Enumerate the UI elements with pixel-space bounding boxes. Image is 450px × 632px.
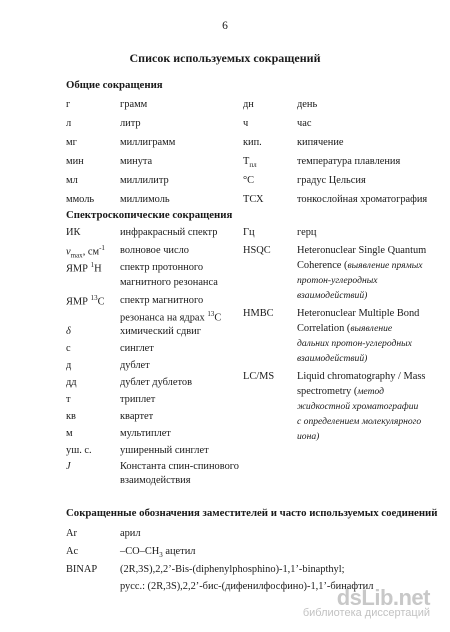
meaning: дублет [120,360,150,371]
watermark-caption: библиотека диссертаций [302,607,430,619]
abbr: г [66,99,71,110]
section-heading-spectro: Спектроскопические сокращения [66,209,233,221]
abbr: HMBC [243,308,274,319]
meaning-cont: дальних протон-углеродных [297,338,412,349]
abbr: $Т_{пл}$ [243,156,257,170]
meaning: химический сдвиг [120,326,201,337]
meaning: Liquid chromatography / Mass [297,371,426,382]
meaning: синглет [120,343,154,354]
meaning: день [297,99,318,110]
meaning-cont: магнитного резонанса [120,277,218,288]
abbr: ммоль [66,194,95,205]
meaning-cont: взаимодействия [120,475,191,486]
meaning-cont: протон-углеродных [297,275,378,286]
meaning: минута [120,156,153,167]
abbr: BINAP [66,564,98,575]
meaning: спектр протонного [120,262,204,273]
meaning: дублет дублетов [120,377,192,388]
abbr: $\nu_{max}$, $см^{-1}$ [66,244,105,260]
meaning: грамм [120,99,148,110]
meaning-cont: с определением молекулярного [297,416,422,427]
abbr: LC/MS [243,371,275,382]
watermark-logo: dsLib.net [336,585,430,610]
meaning-cont: жидкостной хроматографии [297,401,419,412]
meaning: арил [120,528,141,539]
meaning: $-CO-CH_3$ ацетил [120,546,196,560]
meaning-cont: Correlation (выявление [297,323,393,334]
section-heading-general: Общие сокращения [66,79,163,91]
abbr: Гц [243,227,255,238]
meaning: тонкослойная хроматография [297,194,428,205]
meaning: миллимоль [120,194,170,205]
meaning: уширенный синглет [120,445,209,456]
abbr: д [66,360,72,371]
page-number: 6 [222,20,228,32]
abbr: мин [66,156,84,167]
abbr: дн [243,99,254,110]
meaning: спектр магнитного [120,295,204,306]
meaning: волновое число [120,245,189,256]
abbr: м [66,428,73,439]
meaning: миллиграмм [120,137,176,148]
abbr: ИК [66,227,81,238]
abbr: δ [66,326,71,337]
meaning: Heteronuclear Single Quantum [297,245,427,256]
meaning: температура плавления [297,156,401,167]
abbr: уш. с. [66,445,92,456]
meaning-cont: иона) [297,431,320,442]
meaning: час [297,118,312,129]
meaning: квартет [120,411,154,422]
meaning-cont: Coherence (выявление прямых [297,260,423,271]
section-heading-substituents: Сокращенные обозначения заместителей и часто используемых соединений [66,507,438,519]
meaning: градус Цельсия [297,175,366,186]
meaning: Heteronuclear Multiple Bond [297,308,420,319]
abbr: кв [66,411,76,422]
abbr: ч [243,118,249,129]
meaning: мультиплет [120,428,171,439]
abbr: J [66,461,71,472]
abbr: дд [66,377,77,388]
abbr: Ar [66,528,77,539]
meaning-cont: взаимодействий) [297,290,368,301]
meaning: герц [297,227,317,238]
meaning: Константа спин-спинового [120,461,239,472]
meaning-cont: взаимодействий) [297,353,368,364]
meaning: кипячение [297,137,344,148]
meaning-cont: русс.: (2R,3S),2,2’-бис-(дифенилфосфино)-1,1’-бинафтил [120,581,374,592]
meaning-cont: spectrometry (метод [297,386,385,397]
abbr: HSQC [243,245,271,256]
meaning: (2R,3S),2,2’-Bis-(diphenylphosphino)-1,1’-binapthyl; [120,564,345,575]
meaning: триплет [120,394,156,405]
abbr: с [66,343,71,354]
abbr: мл [66,175,78,186]
abbr: т [66,394,71,405]
abbr: кип. [243,137,262,148]
page-title: Список используемых сокращений [129,51,321,65]
meaning: литр [120,118,141,129]
meaning: миллилитр [120,175,169,186]
abbr: Ac [66,546,79,557]
abbr: °С [243,175,255,186]
meaning-cont: резонанса на ядрах $^{13}$C [120,310,222,324]
abbr: ТСХ [243,194,264,205]
abbr: ЯМР $^{13}$C [66,294,105,308]
abbr: ЯМР $^1$H [66,261,102,275]
abbr: мг [66,137,77,148]
abbr: л [66,118,72,129]
meaning: инфракрасный спектр [120,227,218,238]
